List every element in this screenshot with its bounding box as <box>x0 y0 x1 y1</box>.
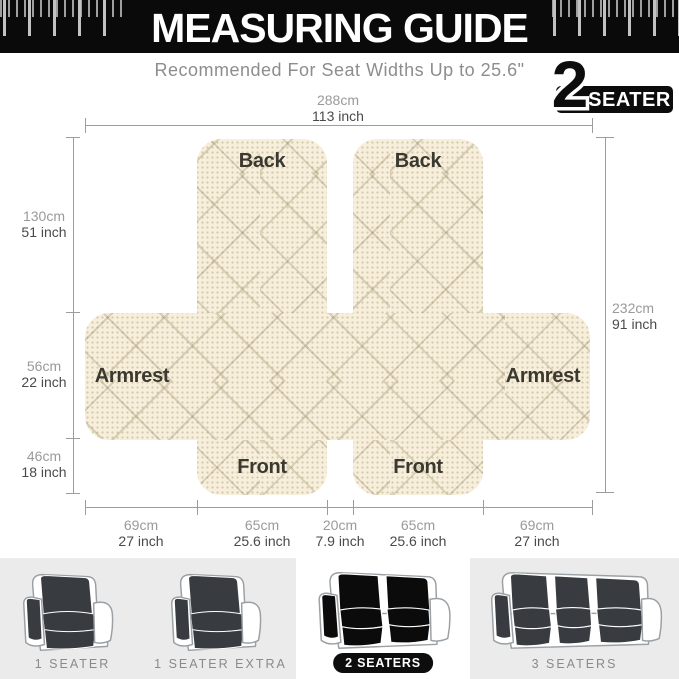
dim-bottom-seat-right: 65cm 25.6 inch <box>389 517 447 549</box>
dim-bottom-seat-left: 65cm 25.6 inch <box>233 517 291 549</box>
dim-top-width: 288cm 113 inch <box>312 92 364 124</box>
dim-bottom-armrest-left: 69cm 27 inch <box>118 517 164 549</box>
armchair-extra-icon <box>162 562 280 656</box>
label-back-right: Back <box>394 150 442 172</box>
variant-label-3-seaters: 3 SEATERS <box>531 657 618 671</box>
dim-armrest-height: 56cm 22 inch <box>21 358 67 390</box>
label-armrest-left: Armrest <box>94 365 170 387</box>
label-front-left: Front <box>237 456 287 478</box>
label-front-right: Front <box>393 456 443 478</box>
dim-bottom-gap: 20cm 7.9 inch <box>315 517 365 549</box>
dim-total-height: 232cm 91 inch <box>612 300 658 332</box>
variant-2-seaters-selected[interactable] <box>296 558 470 679</box>
variant-strip <box>0 558 679 679</box>
svg-text:2: 2 <box>551 47 589 121</box>
loveseat-icon <box>308 562 458 660</box>
variant-label-1-seater: 1 SEATER <box>34 657 111 671</box>
seater-badge-number <box>534 47 606 121</box>
label-armrest-right: Armrest <box>505 365 581 387</box>
variant-3-seaters[interactable] <box>470 558 679 679</box>
armchair-icon <box>14 562 132 656</box>
label-back-left: Back <box>238 150 286 172</box>
dim-front-height: 46cm 18 inch <box>21 448 67 480</box>
ruler-banner <box>0 0 679 53</box>
seater-badge-label: SEATER <box>588 88 671 111</box>
dim-bottom-armrest-right: 69cm 27 inch <box>514 517 560 549</box>
variant-label-1-seater-extra: 1 SEATER EXTRA <box>154 657 287 671</box>
page-title: MEASURING GUIDE <box>127 0 552 53</box>
variant-label-2-seaters: 2 SEATERS <box>333 653 433 673</box>
variant-1-seater[interactable] <box>0 558 145 679</box>
variant-1-seater-extra[interactable] <box>145 558 296 679</box>
sofa-icon <box>482 562 668 660</box>
dim-back-height: 130cm 51 inch <box>21 208 67 240</box>
subtitle: Recommended For Seat Widths Up to 25.6" <box>154 60 525 80</box>
